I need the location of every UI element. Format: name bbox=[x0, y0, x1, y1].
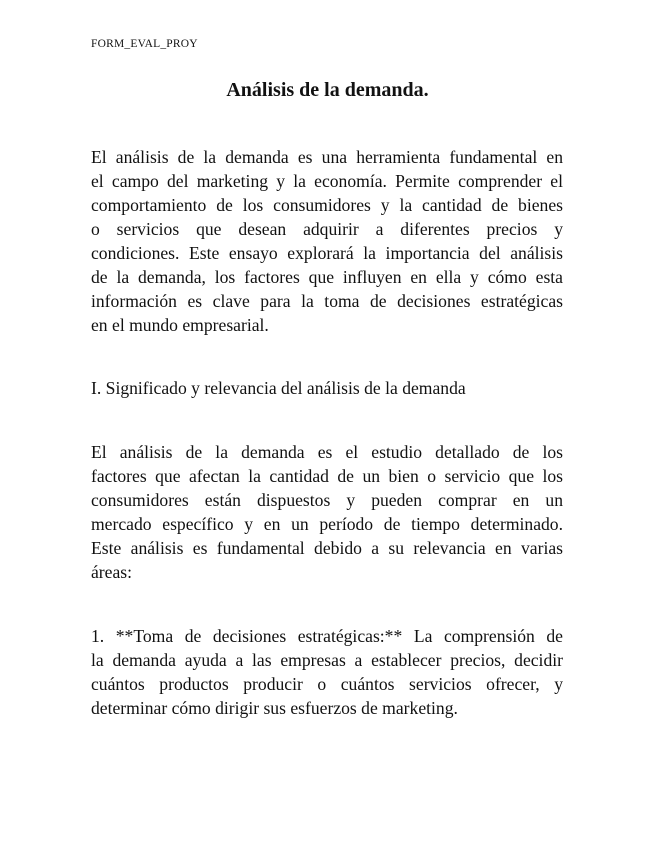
text-line: determinar cómo dirigir sus esfuerzos de marketing. bbox=[91, 698, 458, 718]
text-line: comportamiento de los consumidores y la cantidad de bienes bbox=[91, 195, 563, 215]
section-heading-text: I. Significado y relevancia del análisis de la demanda bbox=[91, 378, 466, 398]
text-line: mercado específico y en un período de tiempo determinado. bbox=[91, 514, 563, 534]
text-line: Este análisis es fundamental debido a su relevancia en varias bbox=[91, 538, 563, 558]
text-line: o servicios que desean adquirir a diferentes precios y bbox=[91, 219, 563, 239]
text-line: cuántos productos producir o cuántos servicios ofrecer, y bbox=[91, 674, 563, 694]
text-line: consumidores están dispuestos y pueden comprar en un bbox=[91, 490, 563, 510]
text-line: la demanda ayuda a las empresas a establecer precios, decidir bbox=[91, 650, 563, 670]
list-item-1 bbox=[91, 624, 563, 720]
text-line: factores que afectan la cantidad de un bien o servicio que los bbox=[91, 466, 563, 486]
text-line: áreas: bbox=[91, 562, 133, 582]
document-title: Análisis de la demanda. bbox=[226, 79, 429, 101]
text-line: condiciones. Este ensayo explorará la importancia del análisis bbox=[91, 243, 563, 263]
text-line: en el mundo empresarial. bbox=[91, 315, 269, 335]
text-line: de la demanda, los factores que influyen en ella y cómo esta bbox=[91, 267, 563, 287]
text-line: El análisis de la demanda es una herramienta fundamental en bbox=[91, 147, 563, 167]
text-line: el campo del marketing y la economía. Permite comprender el bbox=[91, 171, 563, 191]
text-line: El análisis de la demanda es el estudio detallado de los bbox=[91, 442, 563, 462]
paragraph-definition bbox=[91, 440, 563, 584]
section-heading bbox=[91, 376, 563, 400]
document-header: FORM_EVAL_PROY bbox=[91, 38, 198, 50]
text-line: información es clave para la toma de decisiones estratégicas bbox=[91, 291, 563, 311]
text-line: 1. **Toma de decisiones estratégicas:** La comprensión de bbox=[91, 626, 563, 646]
paragraph-intro bbox=[91, 145, 563, 337]
